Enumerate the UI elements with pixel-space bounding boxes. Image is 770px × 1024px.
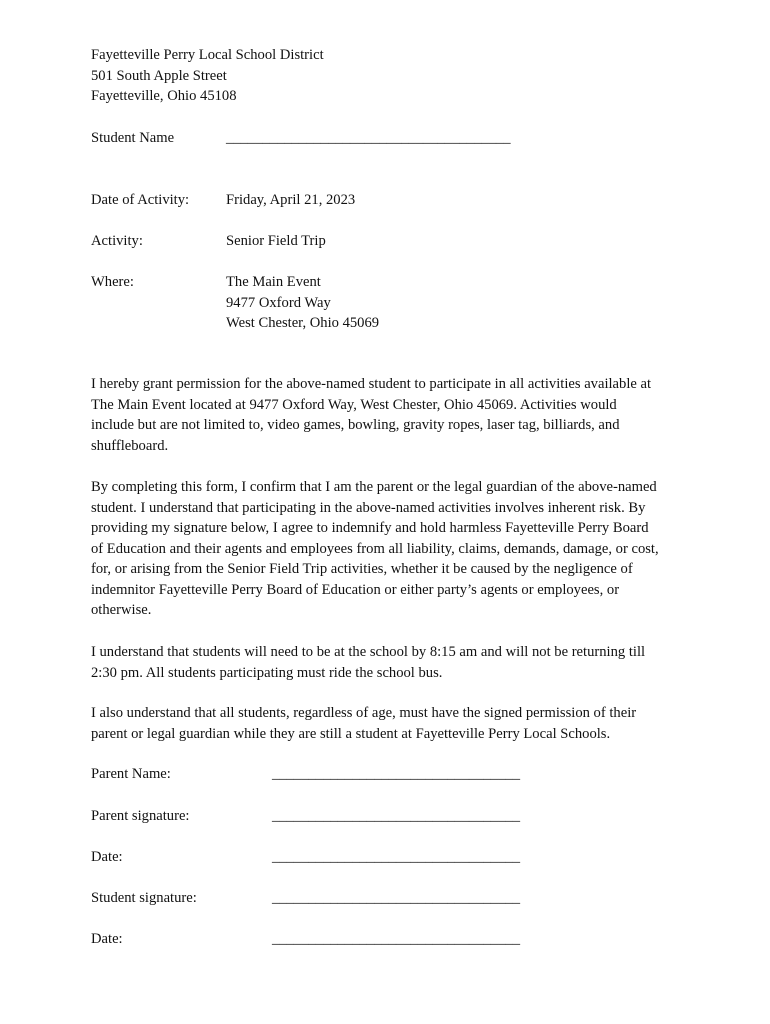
- paragraph-line: By completing this form, I confirm that I am the parent or the legal guardian of the above-named: [91, 479, 657, 495]
- district-header: [91, 45, 324, 107]
- paragraph-line: indemnitor Fayetteville Perry Board of Education or either party’s agents or employees, or: [91, 581, 620, 598]
- paragraph-line: The Main Event located at 9477 Oxford Way, West Chester, Ohio 45069. Activities would: [91, 396, 617, 413]
- liability-paragraph: [91, 477, 683, 621]
- paragraph-line: for, or arising from the Senior Field Trip activities, whether it be caused by the negligence of: [91, 561, 633, 577]
- paragraph-line: shuffleboard.: [91, 437, 169, 454]
- district-name: Fayetteville Perry Local School District: [91, 47, 324, 63]
- paragraph-line: I hereby grant permission for the above-named student to participate in all activities available at: [91, 376, 652, 392]
- district-street: 501 South Apple Street: [91, 67, 227, 84]
- where-line: West Chester, Ohio 45069: [226, 315, 380, 331]
- district-city: Fayetteville, Ohio 45108: [91, 88, 237, 104]
- activity-label: Activity:: [91, 233, 143, 249]
- date-blank-2[interactable]: __________________________________: [272, 931, 521, 947]
- paragraph-line: providing my signature below, I agree to indemnify and hold harmless Fayetteville Perry Board: [91, 520, 649, 536]
- student-name-blank[interactable]: _______________________________________: [226, 130, 511, 146]
- parent-name-blank[interactable]: __________________________________: [272, 766, 521, 782]
- where-line: The Main Event: [226, 274, 321, 290]
- parent-signature-blank[interactable]: __________________________________: [272, 808, 521, 824]
- schedule-paragraph: [91, 642, 683, 683]
- paragraph-line: I also understand that all students, regardless of age, must have the signed permission of their: [91, 705, 637, 721]
- date-label-2: Date:: [91, 931, 123, 947]
- permission-paragraph: [91, 374, 683, 456]
- where-address: [226, 272, 379, 334]
- date-label-1: Date:: [91, 849, 123, 865]
- paragraph-line: 2:30 pm. All students participating must ride the school bus.: [91, 664, 443, 681]
- activity-value: Senior Field Trip: [226, 233, 326, 249]
- paragraph-line: I understand that students will need to be at the school by 8:15 am and will not be returning till: [91, 644, 646, 660]
- paragraph-line: otherwise.: [91, 602, 152, 618]
- paragraph-line: student. I understand that participating in the above-named activities involves inherent risk. By: [91, 499, 646, 516]
- date-of-activity-value: Friday, April 21, 2023: [226, 192, 356, 208]
- where-label: Where:: [91, 274, 134, 290]
- paragraph-line: parent or legal guardian while they are still a student at Fayetteville Perry Local Schools.: [91, 725, 611, 742]
- parent-name-label: Parent Name:: [91, 766, 171, 782]
- paragraph-line: include but are not limited to, video games, bowling, gravity ropes, laser tag, billiards, and: [91, 417, 620, 433]
- date-of-activity-label: Date of Activity:: [91, 192, 190, 208]
- where-line: 9477 Oxford Way: [226, 294, 331, 311]
- student-signature-label: Student signature:: [91, 890, 197, 906]
- guardian-paragraph: [91, 703, 683, 744]
- student-signature-blank[interactable]: __________________________________: [272, 890, 521, 906]
- student-name-label: Student Name: [91, 130, 175, 146]
- paragraph-line: of Education and their agents and employees from all liability, claims, demands, damage, or cost,: [91, 540, 659, 557]
- date-blank-1[interactable]: __________________________________: [272, 849, 521, 865]
- parent-signature-label: Parent signature:: [91, 808, 190, 824]
